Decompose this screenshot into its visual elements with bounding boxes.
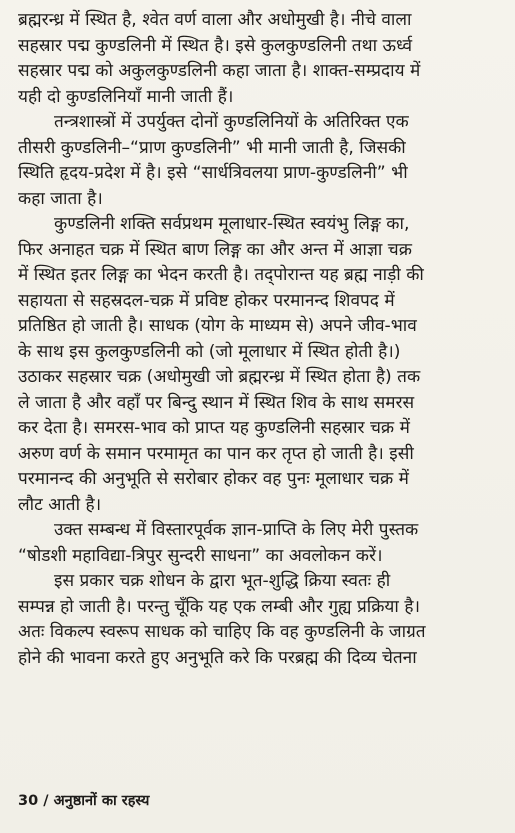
text-line: सहस्रार पद्म को अकुलकुण्डलिनी कहा जाता है। शाक्त-सम्प्रदाय में — [18, 61, 421, 81]
text-line: यही दो कुण्डलिनियाँ मानी जाती हैं। — [18, 86, 234, 107]
text-line: फिर अनाहत चक्र में स्थित बाण लिङ्ग का और अन्त में आज्ञा चक्र — [18, 239, 412, 260]
text-line: उठाकर सहस्रार चक्र (अधोमुखी जो ब्रह्मरन्ध्र में स्थित होता है) तक — [18, 367, 421, 387]
text-line: सहायता से सहस्रदल-चक्र में प्रविष्ट होकर परमानन्द शिवपद में — [18, 290, 395, 311]
text-line: “षोडशी महाविद्या-त्रिपुर सुन्दरी साधना” का अवलोकन करें। — [18, 545, 383, 566]
text-line: होने की भावना करते हुए अनुभूति करे कि परब्रह्म की दिव्य चेतना — [18, 647, 417, 668]
text-line: परमानन्द की अनुभूति से सरोबार होकर वह पुनः मूलाधार चक्र में — [18, 469, 409, 489]
text-line: तन्त्रशास्त्रों में उपर्युक्त दोनों कुण्डलिनियों के अतिरिक्त एक — [54, 112, 409, 132]
text-line: में स्थित इतर लिङ्ग का भेदन करती है। तद्पोरान्त यह ब्रह्म नाड़ी की — [18, 265, 424, 285]
text-line: स्थिति हृदय-प्रदेश में है। इसे “सार्धत्रिवलया प्राण-कुण्डलिनी” भी — [18, 163, 408, 183]
text-line: ब्रह्मरन्ध्र में स्थित है, श्वेत वर्ण वाला और अधोमुखी है। नीचे वाला — [18, 10, 412, 30]
page-footer: 30 / अनुष्ठानों का रहस्य — [18, 793, 150, 809]
text-line: ले जाता है और वहाँ पर बिन्दु स्थान में स्थित शिव के साथ समरस — [18, 392, 415, 413]
text-line: के साथ इस कुलकुण्डलिनी को (जो मूलाधार में स्थित होती है।) — [18, 341, 401, 362]
text-line: कहा जाता है। — [18, 188, 103, 209]
text-line: तीसरी कुण्डलिनी–“प्राण कुण्डलिनी” भी मानी जाती है, जिसकी — [18, 137, 406, 158]
text-line: उक्त सम्बन्ध में विस्तारपूर्वक ज्ञान-प्राप्ति के लिए मेरी पुस्तक — [54, 520, 419, 540]
text-line: सम्पन्न हो जाती है। परन्तु चूँकि यह एक लम्बी और गुह्य प्रक्रिया है। — [18, 596, 420, 617]
text-line: प्रतिष्ठित हो जाती है। साधक (योग के माध्यम से) अपने जीव-भाव — [18, 316, 417, 336]
page-body — [18, 8, 498, 671]
text-line: कुण्डलिनी शक्ति सर्वप्रथम मूलाधार-स्थित स्वयंभु लिङ्ग का, — [54, 214, 410, 234]
text-line: कर देता है। समरस-भाव को प्राप्त यह कुण्डलिनी सहस्रार चक्र में — [18, 418, 410, 438]
text-line: लौट आती है। — [18, 494, 102, 515]
text-line: अरुण वर्ण के समान परमामृत का पान कर तृप्त हो जाती है। इसी — [18, 443, 414, 464]
text-line: अतः विकल्प स्वरूप साधक को चाहिए कि वह कुण्डलिनी के जाग्रत — [18, 622, 426, 642]
text-line: इस प्रकार चक्र शोधन के द्वारा भूत-शुद्धि क्रिया स्वतः ही — [54, 571, 391, 591]
text-line: सहस्रार पद्म कुण्डलिनी में स्थित है। इसे कुलकुण्डलिनी तथा ऊर्ध्व — [18, 35, 413, 56]
